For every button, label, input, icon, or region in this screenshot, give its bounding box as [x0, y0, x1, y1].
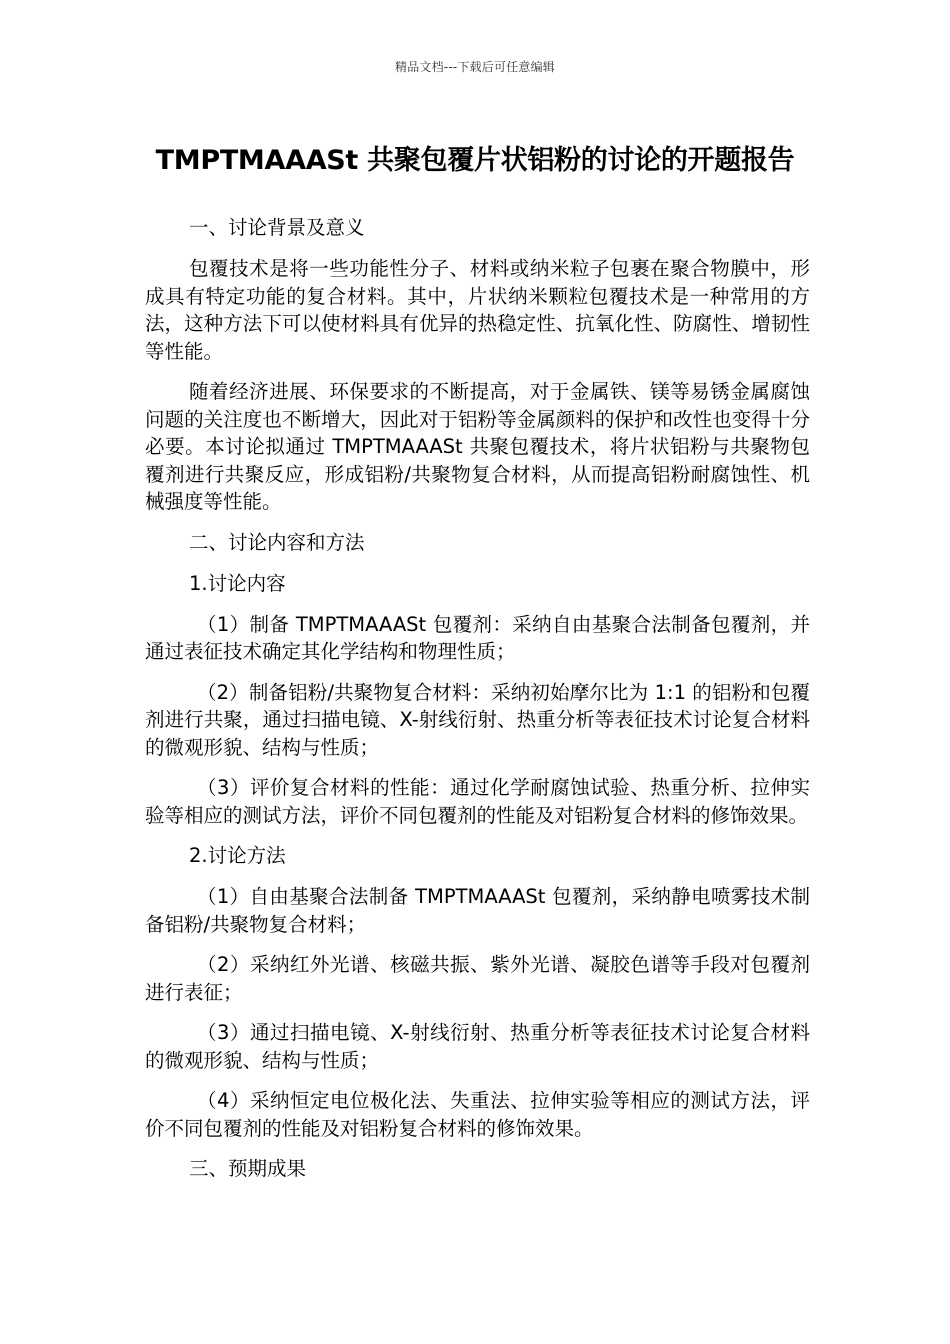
list-item-method-3: （3）通过扫描电镜、X-射线衍射、热重分析等表征技术讨论复合材料的微观形貌、结构与性质；	[145, 1021, 810, 1072]
document-body	[145, 214, 810, 1196]
list-item-content-2: （2）制备铝粉/共聚物复合材料：采纳初始摩尔比为 1:1 的铝粉和包覆剂进行共聚，通过扫描电镜、X-射线衍射、热重分析等表征技术讨论复合材料的微观形貌、结构与性质；	[145, 680, 810, 759]
list-item-content-1: （1）制备 TMPTMAAASt 包覆剂：采纳自由基聚合法制备包覆剂，并通过表征技术确定其化学结构和物理性质；	[145, 612, 810, 663]
list-item-content-3: （3）评价复合材料的性能：通过化学耐腐蚀试验、热重分析、拉伸实验等相应的测试方法，评价不同包覆剂的性能及对铝粉复合材料的修饰效果。	[145, 776, 810, 827]
section-heading-expected-results: 三、预期成果	[189, 1157, 307, 1180]
section-heading-content-methods: 二、讨论内容和方法	[189, 530, 365, 554]
header-note: 精品文档---下载后可任意编辑	[395, 60, 555, 74]
subheading-research-methods: 2.讨论方法	[189, 844, 286, 867]
list-item-method-4: （4）采纳恒定电位极化法、失重法、拉伸实验等相应的测试方法，评价不同包覆剂的性能及对铝粉复合材料的修饰效果。	[145, 1089, 810, 1140]
list-item-method-1: （1）自由基聚合法制备 TMPTMAAASt 包覆剂，采纳静电喷雾技术制备铝粉/共聚物复合材料；	[145, 885, 810, 936]
paragraph-research-motivation: 随着经济进展、环保要求的不断提高，对于金属铁、镁等易锈金属腐蚀问题的关注度也不断增大，因此对于铝粉等金属颜料的保护和改性也变得十分必要。本讨论拟通过 TMPTMAAASt 共聚包覆技术，将片状铝粉与共聚物包覆剂进行共聚反应，形成铝粉/共聚物复合材料，从而提高铝粉耐腐蚀性、机械强度等性能。	[145, 380, 810, 513]
list-item-method-2: （2）采纳红外光谱、核磁共振、紫外光谱、凝胶色谱等手段对包覆剂进行表征；	[145, 953, 810, 1004]
section-heading-background: 一、讨论背景及意义	[189, 216, 365, 239]
document-title: TMPTMAAASt 共聚包覆片状铝粉的讨论的开题报告	[155, 145, 795, 176]
paragraph-coating-technology: 包覆技术是将一些功能性分子、材料或纳米粒子包裹在聚合物膜中，形成具有特定功能的复合材料。其中，片状纳米颗粒包覆技术是一种常用的方法，这种方法下可以使材料具有优异的热稳定性、抗氧化性、防腐性、增韧性等性能。	[145, 257, 810, 363]
subheading-research-content: 1.讨论内容	[189, 571, 286, 595]
